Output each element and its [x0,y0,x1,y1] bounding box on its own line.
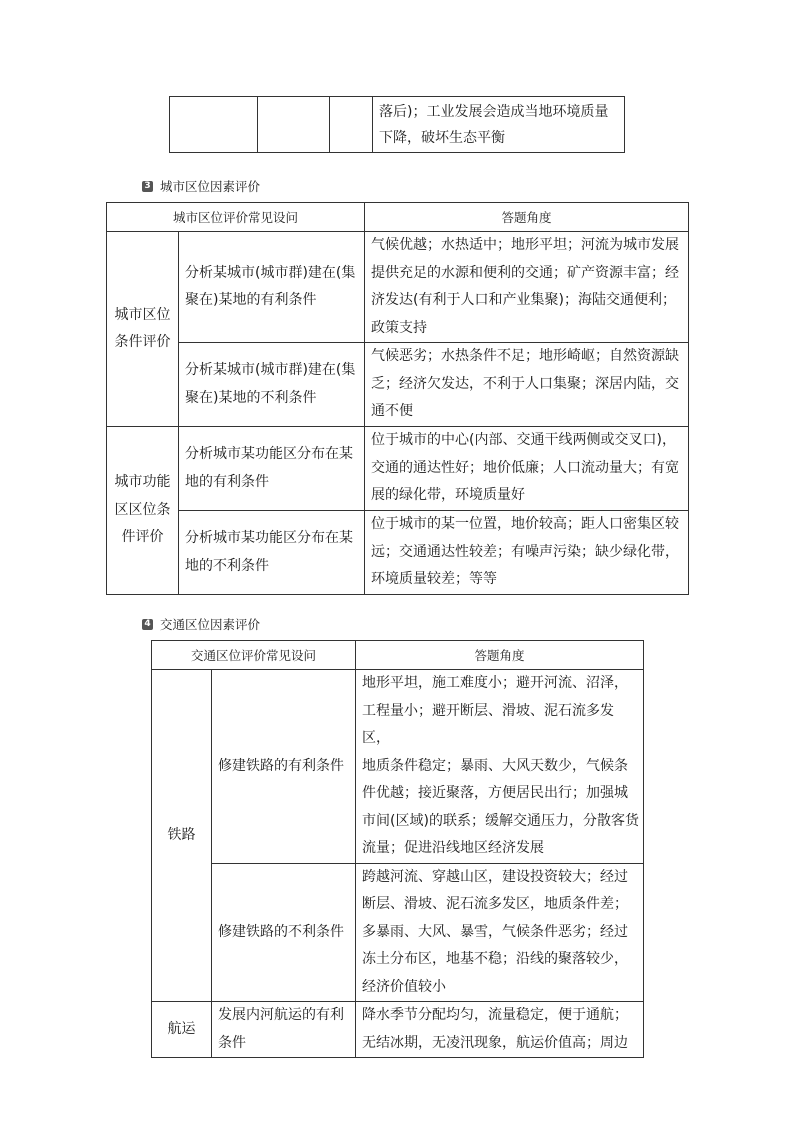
question-line: 分析城市某功能区分布在某 [185,446,353,462]
answer-line: 件优越；接近聚落，方便居民出行；加强城 [362,785,629,801]
answer-line: 远；交通通达性较差；有噪声污染；缺少绿化带， [371,543,680,560]
answer-line: 流量；促进沿线地区经济发展 [362,840,545,856]
table-header-answer: 答题角度 [356,641,644,670]
answer-line: 政策支持 [371,319,428,336]
answer-line: 降水季节分配均匀，流量稳定，便于通航； [362,1007,629,1023]
category-line: 城市功能 [114,474,171,491]
answer-line: 地形平坦，施工难度小；避开河流、沼泽， [362,675,629,691]
category-cell [107,427,179,595]
answer-line: 交通的通达性好；地价低廉；人口流动量大；有宽 [371,459,680,476]
empty-cell [330,97,373,153]
empty-cell [170,97,258,153]
fragment-line: 下降，破坏生态平衡 [379,129,505,146]
answer-line: 展的绿化带，环境质量好 [371,487,526,504]
question-line: 分析城市某功能区分布在某 [185,530,353,546]
question-line: 条件 [218,1034,246,1051]
question-line: 分析某城市(城市群)建在(集 [185,264,356,281]
answer-line: 工程量小；避开断层、滑坡、泥石流多发区， [362,702,615,746]
question-cell [179,343,365,427]
answer-cell [365,232,689,343]
category-cell-shipping: 航运 [152,1002,212,1058]
previous-table-fragment [169,96,625,153]
question-cell [179,511,365,595]
answer-line: 提供充足的水源和便利的交通；矿产资源丰富；经 [371,264,680,281]
answer-line: 气候恶劣；水热条件不足；地形崎岖；自然资源缺 [371,348,680,365]
answer-line: 跨越河流、穿越山区，建设投资较大；经过 [362,868,629,885]
answer-line: 经济价值较小 [362,978,447,995]
empty-cell [258,97,330,153]
fragment-answer-cell [373,97,625,153]
category-cell-rail: 铁路 [152,670,212,1002]
transport-location-table [151,640,644,1058]
question-line: 聚在)某地的不利条件 [185,389,317,406]
answer-line: 无结冰期，无凌汛现象，航运价值高；周边 [362,1034,629,1051]
category-line: 件评价 [121,529,164,546]
section-3-title [142,177,260,195]
answer-cell [356,670,644,864]
answer-line: 济发达(有利于人口和产业集聚)；海陆交通便利； [371,292,676,308]
answer-line: 气候优越；水热适中；地形平坦；河流为城市发展 [371,237,680,253]
table-header-question: 交通区位评价常见设问 [152,641,356,670]
question-cell [179,427,365,511]
category-line: 区区位条 [114,501,171,518]
answer-line: 环境质量较差；等等 [371,571,498,588]
answer-cell [365,511,689,595]
answer-line: 乏；经济欠发达，不利于人口集聚；深居内陆，交 [371,375,680,392]
answer-cell [365,427,689,511]
section-4-title [142,615,260,633]
table-header-answer: 答题角度 [365,203,689,232]
answer-cell [356,863,644,1002]
question-line: 发展内河航运的有利 [218,1007,344,1023]
category-line: 城市区位 [114,306,171,323]
question-cell: 修建铁路的不利条件 [212,863,356,1002]
section-3-title-text: 城市区位因素评价 [160,179,261,194]
answer-cell [356,1002,644,1058]
answer-line: 断层、滑坡、泥石流多发区，地质条件差； [362,896,629,912]
question-cell [212,1002,356,1058]
question-line: 地的有利条件 [185,473,269,490]
answer-line: 位于城市的中心(内部、交通干线两侧或交叉口)， [371,432,676,449]
question-cell: 修建铁路的有利条件 [212,670,356,864]
question-line: 聚在)某地的有利条件 [185,292,317,308]
category-cell [107,232,179,427]
circled-number-3-icon: 3 [142,181,153,192]
question-line: 分析某城市(城市群)建在(集 [185,362,356,378]
table-header-question: 城市区位评价常见设问 [107,203,365,232]
answer-line: 通不便 [371,403,414,420]
answer-line: 市间(区域)的联系；缓解交通压力，分散客货 [362,812,639,829]
answer-line: 位于城市的某一位置，地价较高；距人口密集区较 [371,516,680,533]
answer-line: 冻土分布区，地基不稳；沿线的聚落较少， [362,951,629,967]
fragment-line: 落后)；工业发展会造成当地环境质量 [379,103,609,120]
question-line: 地的不利条件 [185,557,269,574]
answer-line: 地质条件稳定；暴雨、大风天数少，气候条 [362,757,629,774]
category-line: 条件评价 [114,334,171,350]
answer-cell [365,343,689,427]
city-location-table [106,202,689,595]
section-4-title-text: 交通区位因素评价 [160,617,261,632]
question-cell [179,232,365,343]
circled-number-4-icon: 4 [142,619,153,630]
answer-line: 多暴雨、大风、暴雪，气候条件恶劣；经过 [362,923,629,940]
